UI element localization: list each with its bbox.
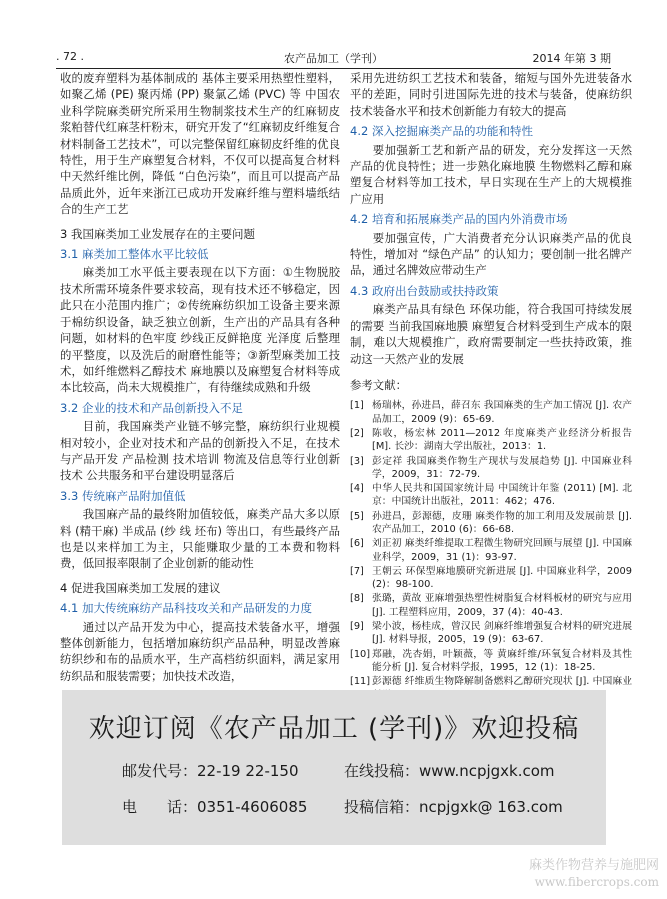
- reference-item: [9] 梁小波，杨桂成，曾汉民 剑麻纤维增强复合材料的研究进展 [J]. 材料导报，2005，19 (9)：63-67.: [350, 621, 632, 646]
- right-column: [350, 70, 632, 703]
- paragraph-4-1-continued: 采用先进纺织工艺技术和装备，缩短与国外先进装备水平的差距，同时引进国际先进的技术与装备，使麻纺织技术装备水平和技术创新能力有较大的提高: [350, 71, 632, 118]
- issue-label: 2014 年第 3 期: [532, 52, 611, 65]
- phone-label: 电 话：: [122, 798, 198, 816]
- phone-value: 0351-4606085: [197, 798, 308, 816]
- reference-item: [6] 刘正初 麻类纤维提取工程微生物研究回顾与展望 [J]. 中国麻业科学，2009，31 (1)：93-97.: [350, 538, 632, 563]
- reference-item: [10] 郑融，冼杏娟，叶颖薇，等 黄麻纤维/环氧复合材料及其性能分析 [J]. 复合材料学报，1995，12 (1)：18-25.: [350, 648, 632, 673]
- email-row: [344, 796, 563, 817]
- reference-item: [11] 彭源德 纤维质生物降解制备燃料乙醇研究现状 [J]. 中国麻业: [350, 676, 632, 688]
- subsection-heading-4-2: 4.2 深入挖掘麻类产品的功能和特性: [350, 124, 533, 139]
- page-header: [56, 48, 611, 69]
- references-title: 参考文献：: [350, 377, 407, 392]
- subsection-heading-3-1: 3.1 麻类加工整体水平比较低: [60, 247, 209, 262]
- subsection-heading-3-3: 3.3 传统麻产品附加值低: [60, 488, 186, 503]
- subsection-heading-4-1: 4.1 加大传统麻纺产品科技攻关和产品研发的力度: [60, 601, 312, 616]
- phone-row: [122, 796, 307, 817]
- paragraph-3-2: 目前，我国麻类产业链不够完整，麻纺织行业规模相对较小，企业对技术和产品的创新投入不足，在技术与产品开发 产品检测 技术培训 物流及信息等行业创新技术 公共服务和平台建设明显落后: [60, 419, 340, 483]
- reference-item: [8] 张璐，黄故 亚麻增强热塑性树脂复合材料板材的研究与应用 [J]. 工程塑料应用，2009，37 (4)：40-43.: [350, 593, 632, 618]
- paragraph-continued: 收的废弃塑料为基体制成的 基体主要采用热塑性塑料，如聚乙烯 (PE) 聚丙烯 (PP) 聚氯乙烯 (PVC) 等 中国农业科学院麻类研究所采用生物制浆技术生产的红麻韧皮浆粕替代红麻茎杆粉末，研究开发了“红麻韧皮纤维复合材料制备工艺技术”，可以完整保留红麻韧皮纤维的优良特性，用于生产麻塑复合材料，不仅可以提高复合材料中天然纤维比例，降低 “白色污染”，而且可以提高产品品质此外，近年来浙江已成功开发麻纤维与塑料墙纸结合的生产工艺: [60, 71, 340, 217]
- watermark-chinese: 麻类作物营养与施肥网: [528, 858, 659, 873]
- watermark-url: www.fibercrops.com: [534, 875, 659, 889]
- banner-title: 欢迎订阅《农产品加工 (学刊)》欢迎投稿: [88, 714, 580, 744]
- paragraph-4-2: 要加强新工艺和新产品的研发，充分发挥这一天然产品的优良特性；进一步熟化麻地膜 生物燃料乙醇和麻塑复合材料等加工技术，早日实现在生产上的大规模推广应用: [350, 142, 632, 206]
- email-value[interactable]: ncpjgxk@ 163.com: [419, 798, 563, 816]
- online-submission-label: 在线投稿：: [344, 762, 420, 780]
- subsection-heading-4-2-market: 4.2 培育和拓展麻类产品的国内外消费市场: [350, 212, 568, 227]
- reference-item: [7] 王朝云 环保型麻地膜研究新进展 [J]. 中国麻业科学，2009 (2)：98-100.: [350, 565, 632, 591]
- subsection-heading-4-3: 4.3 政府出台鼓励或扶持政策: [350, 283, 499, 298]
- email-label: 投稿信箱：: [344, 798, 420, 816]
- paragraph-4-2-market: 要加强宣传，广大消费者充分认识麻类产品的优良特性，增加对 “绿色产品” 的认知力；要创制一批名牌产品，通过名牌效应带动生产: [350, 230, 632, 278]
- paragraph-4-3: 麻类产品具有绿色 环保功能，符合我国可持续发展的需要 当前我国麻地膜 麻塑复合材料受到生产成本的限制，难以大规模推广，政府需要制定一些扶持政策，推动这一天然产业的发展: [350, 302, 632, 366]
- postal-code-value: 22-19 22-150: [197, 762, 299, 780]
- left-column: [60, 70, 340, 684]
- journal-title: 农产品加工（学刊）: [284, 52, 383, 65]
- reference-item: [1] 杨瑞林，孙进昌，薛召东 我国麻类的生产加工情况 [J]. 农产品加工，2009 (9)：65-69.: [350, 400, 632, 425]
- references-list: [350, 399, 632, 702]
- subscription-banner: [62, 690, 606, 845]
- paragraph-4-1: 通过以产品开发为中心，提高技术装备水平，增强整体创新能力，包括增加麻纺织产品品种，明显改善麻纺织纱和布的品质水平，生产高档纺织面料，满足家用纺织品和服装需要；加快技术改造，: [60, 619, 340, 683]
- reference-item: [5] 孙进昌，彭源德，皮珊 麻类作物的加工利用及发展前景 [J]. 农产品加工，2010 (6)：66-68.: [350, 510, 632, 535]
- reference-item: [4] 中华人民共和国国家统计局 中国统计年鉴 (2011) [M]. 北京：中国统计出版社，2011：462；476.: [350, 483, 632, 508]
- page-number: . 72 .: [56, 50, 84, 63]
- online-submission-link[interactable]: www.ncpjgxk.com: [419, 762, 555, 780]
- postal-code-label: 邮发代号：: [122, 762, 198, 780]
- reference-item: [3] 彭定祥 我国麻类作物生产现状与发展趋势 [J]. 中国麻业科学，2009，31：72-79.: [350, 455, 632, 480]
- paragraph-3-1: 麻类加工水平低主要表现在以下方面：①生物脱胶技术所需环境条件要求较高，现有技术还不够稳定，因此只在小范围内推广；②传统麻纺织加工设备主要来源于棉纺织设备，缺乏独立创新，生产出的产品具有各种问题，如材料的色牢度 纱线正反鲜艳度 光泽度 后整理的平整度，以及洗后的耐磨性能等；③新型麻类加工技术，如纤维燃料乙醇技术 麻地膜以及麻塑复合材料等成本比较高，尚未大规模推广，有待继续成熟和升级: [60, 265, 340, 395]
- reference-item: [2] 陈收，杨宏林 2011—2012 年度麻类产业经济分析报告 [M]. 长沙：湖南大学出版社，2013：1.: [350, 427, 632, 453]
- section-heading-4: 4 促进我国麻类加工发展的建议: [60, 580, 221, 595]
- section-heading-3: 3 我国麻类加工业发展存在的主要问题: [60, 226, 255, 241]
- postal-code-row: [122, 760, 299, 781]
- online-submission-row: [344, 760, 555, 781]
- subsection-heading-3-2: 3.2 企业的技术和产品创新投入不足: [60, 400, 243, 415]
- paragraph-3-3: 我国麻产品的最终附加值较低，麻类产品大多以原料 (精干麻) 半成品 (纱 线 坯布) 等出口，有些最终产品也是以来样加工为主，只能赚取少量的工本费和物料费，低回报率限制了企业创新的能动性: [60, 507, 340, 571]
